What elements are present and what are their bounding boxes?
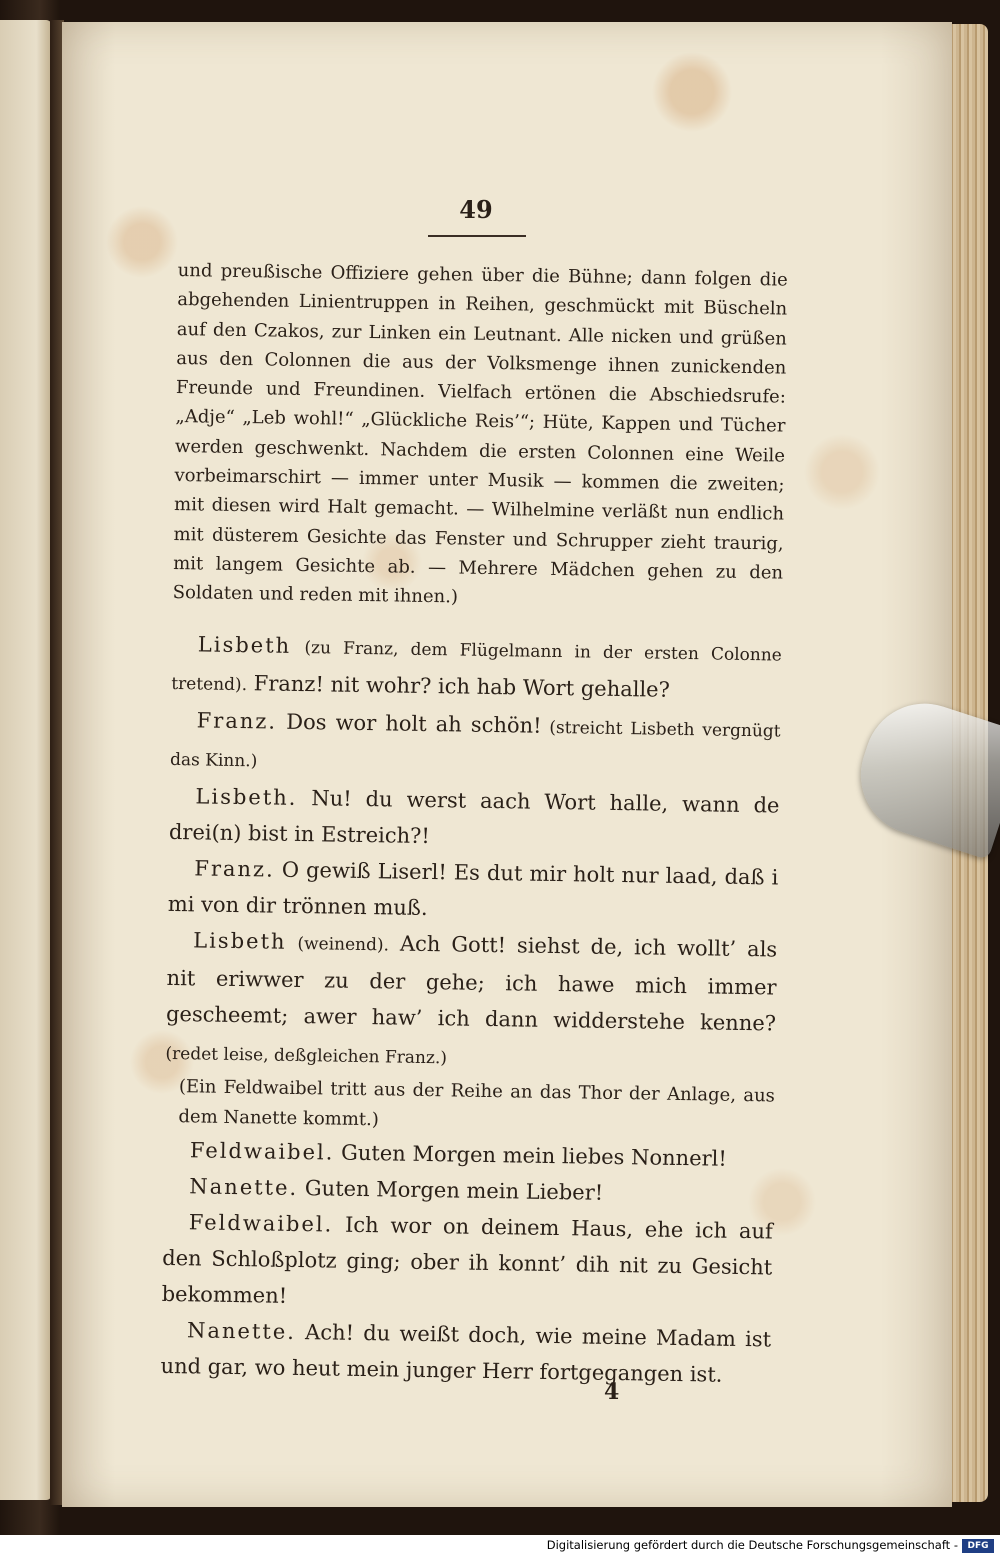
dialogue-text: Franz! nit wohr? ich hab Wort gehalle?: [246, 670, 671, 702]
speaker-name: Franz.: [194, 855, 275, 882]
dialogue-text: Ach Gott! siehst de, ich wollt’ als nit eriwwer zu der gehe; ich hawe mich immer gescheemt; awer haw’ ich dann widderstehe kenne?: [165, 930, 778, 1036]
speaker-name: Feldwaibel.: [188, 1209, 334, 1237]
facing-page-edge: [0, 20, 52, 1500]
dialogue-line: [161, 1203, 773, 1321]
speaker-name: Feldwaibel.: [189, 1137, 335, 1165]
funding-credit: Digitalisierung gefördert durch die Deutsche Forschungsgemeinschaft -: [546, 1538, 958, 1552]
dialogue-line: [165, 921, 777, 1081]
speaker-name: Lisbeth: [197, 631, 292, 658]
dialogue-text: Guten Morgen mein Lieber!: [298, 1175, 604, 1205]
dialogue-line: [169, 777, 780, 859]
dialogue-text: Ach! du weißt doch, wie meine Madam ist und gar, wo heut mein junger Herr fortgegangen ist.: [160, 1319, 772, 1387]
dialogue-line: [170, 702, 781, 788]
stage-aside: (streicht Lisbeth vergnügt das Kinn.): [169, 717, 781, 771]
stage-aside: (weinend).: [297, 933, 390, 955]
page-number: 49: [459, 195, 493, 224]
stage-aside: (zu Franz, dem Flügelmann in der ersten Colonne tretend).: [171, 637, 782, 695]
dialogue-text: Nu! du werst aach Wort halle, wann de drei(n) bist in Estreich?!: [168, 785, 780, 848]
dfg-logo: DFG: [962, 1539, 994, 1553]
stage-aside: (redet leise, deßgleichen Franz.): [165, 1043, 448, 1068]
dialogue-text: Guten Morgen mein liebes Nonnerl!: [334, 1140, 728, 1171]
dialogue-line: [160, 1311, 771, 1393]
header-rule: [428, 235, 526, 237]
stage-note: (Ein Feldwaibel tritt aus der Reihe an das Thor der Anlage, aus dem Nanette kommt.): [178, 1075, 776, 1130]
stage-direction: und preußische Offiziere gehen über die Bühne; dann folgen die abgehenden Linientruppen in Reihen, geschmückt mit Büscheln auf den Czakos, zur Linken ein Leutnant. Alle nicken und grüßen aus den Colonnen die aus der Volksmenge ihnen zunickenden Freunde und Freundinen. Vielfach ertönen die Abschiedsrufe: „Adje“ „Leb wohl!“ „Glückliche Reis’“; Hüte, Kappen und Tücher werden geschwenkt. Nachdem die ersten Colonnen eine Weile vorbeimarschirt — immer unter Musik — kommen die zweiten; mit diesen wird Halt gemacht. — Wilhelmine verläßt nun endlich mit düsterem Gesichte das Fenster und Schrupper zieht traurig, mit langem Gesichte ab. — Mehrere Mädchen gehen zu den Soldaten und reden mit ihnen.): [172, 259, 788, 608]
dialogue-text: Dos wor holt ah schön!: [276, 709, 542, 738]
dialogue-text: O gewiß Liserl! Es dut mir holt nur laad, daß i mi von dir trönnen muß.: [167, 857, 779, 920]
dialogue-line: [171, 626, 782, 712]
speaker-name: Lisbeth: [193, 927, 287, 954]
speaker-name: Nanette.: [186, 1317, 297, 1344]
signature-mark: 4: [604, 1379, 620, 1405]
speaker-name: Lisbeth.: [195, 783, 298, 810]
speaker-name: Franz.: [196, 707, 278, 734]
page-text: [160, 256, 788, 1393]
dialogue-line: [168, 849, 779, 931]
speaker-name: Nanette.: [189, 1173, 299, 1200]
dialogue-text: Ich wor on deinem Haus, ehe ich auf den Schloßplotz ging; ober ih konnt’ dih nit zu Gesicht bekommen!: [161, 1212, 773, 1308]
